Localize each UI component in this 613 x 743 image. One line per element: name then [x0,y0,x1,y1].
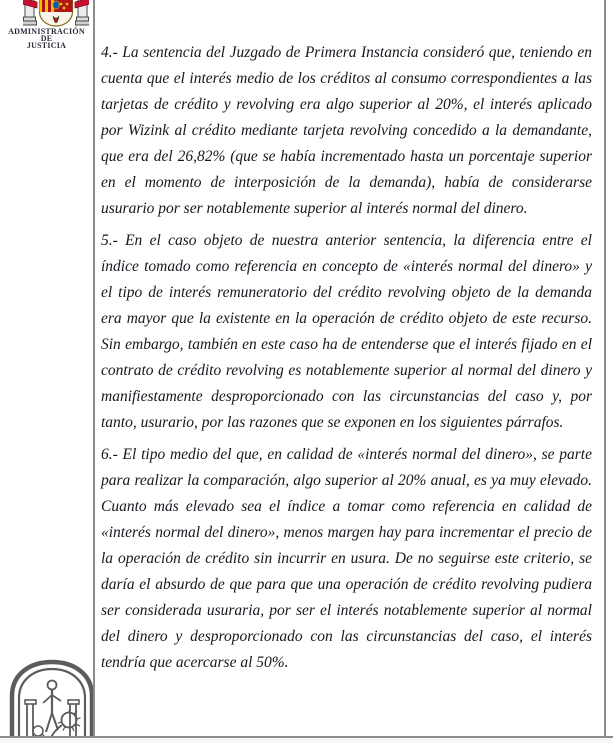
paragraph-6: 6.- El tipo medio del que, en calidad de «interés normal del dinero», se parte para realizar la comparación, algo superior al 20% anual, es ya muy elevado. Cuanto más elevado sea el índice a tomar como referencia en calidad de «interés normal del dinero», menos margen hay para incrementar el precio de la operación de crédito sin incurrir en usura. De no seguirse este criterio, se daría el absurdo de que para que una operación de crédito revolving pudiera ser considerada usuraria, por ser el interés notablemente superior al normal del dinero y desproporcionado con las circunstancias del caso, el interés tendría que acercarse al 50%. [101,446,592,671]
institution-line-3: JUSTICIA [26,40,67,50]
judgment-text-body [101,40,592,682]
right-vertical-rule [604,0,606,737]
junta-de-andalucia-icon [6,656,98,742]
institution-name [0,29,93,49]
page-bottom-strip [0,738,613,743]
institution-line-2: DE [40,33,53,43]
spain-coat-of-arms-icon [23,0,89,28]
paragraph-4: 4.- La sentencia del Juzgado de Primera Instancia consideró que, teniendo en cuenta que el interés medio de los créditos al consumo correspondientes a las tarjetas de crédito y revolving era algo superior al 20%, el interés aplicado por Wizink al crédito mediante tarjeta revolving concedido a la demandante, que era del 26,82% (que se había incrementado hasta un porcentaje superior en el momento de interposición de la demanda), había de considerarse usurario por ser notablemente superior al interés normal del dinero. [101,44,592,217]
paragraph-5: 5.- En el caso objeto de nuestra anterior sentencia, la diferencia entre el índice tomado como referencia en concepto de «interés normal del dinero» y el tipo de interés remuneratorio del crédito revolving objeto de la demanda era mayor que la existente en la operación de crédito objeto de este recurso. Sin embargo, también en este caso ha de entenderse que el interés fijado en el contrato de crédito revolving es notablemente superior al normal del dinero y manifiestamente desproporcionado con las circunstancias del caso y, por tanto, usurario, por las razones que se exponen en los siguientes párrafos. [101,232,592,431]
left-margin-column [0,0,93,737]
institution-line-1: ADMINISTRACIÓN [8,27,85,36]
bottom-horizontal-rule [0,736,613,738]
left-vertical-rule [93,0,95,737]
